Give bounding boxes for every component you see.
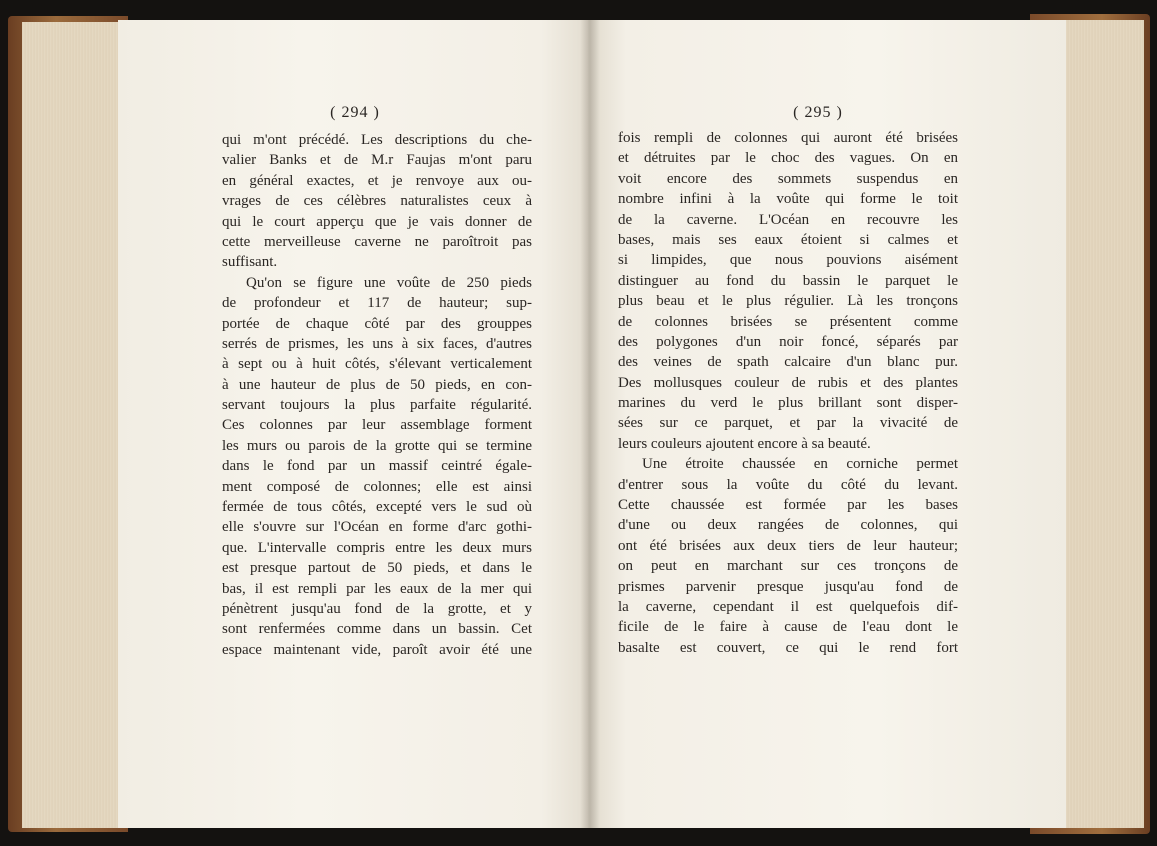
text-line: voit encore des sommets suspendus en [618, 170, 958, 187]
text-line: nombre infini à la voûte qui forme le toit [618, 191, 958, 208]
text-line: et détruites par le choc des vagues. On en [618, 150, 958, 167]
text-line: portée de chaque côté par des grouppes [222, 315, 532, 332]
left-page-text [222, 130, 532, 660]
text-line: de la caverne. L'Océan en recouvre les [618, 211, 958, 228]
text-line: Cette chaussée est formée par les bases [618, 497, 958, 514]
page-stack-left [22, 22, 122, 828]
text-line: ficile de le faire à cause de l'eau dont le [618, 619, 958, 636]
text-line: les murs ou parois de la grotte qui se termine [222, 437, 532, 454]
text-line: bases, mais ses eaux étoient si calmes et [618, 231, 958, 248]
text-line: ment composé de colonnes; elle est ainsi [222, 478, 532, 495]
text-line: à sept ou à huit côtés, s'élevant verticalement [222, 356, 532, 373]
text-line: fermée de tous côtés, excepté vers le sud où [222, 499, 532, 516]
text-line: Ces colonnes par leur assemblage forment [222, 417, 532, 434]
text-line: d'une ou deux rangées de colonnes, qui [618, 517, 958, 534]
text-line: Une étroite chaussée en corniche permet [642, 456, 958, 473]
text-line: en général exactes, et je renvoye aux ou- [222, 172, 532, 189]
text-line: pénètrent jusqu'au fond de la grotte, et y [222, 600, 532, 617]
text-line: des polygones d'un noir foncé, séparés par [618, 333, 958, 350]
text-line: Des mollusques couleur de rubis et des plantes [618, 374, 958, 391]
text-line: ont été brisées aux deux tiers de leur hauteur; [618, 537, 958, 554]
text-line: basalte est couvert, ce qui le rend fort [618, 639, 958, 656]
text-line: qui le court apperçu que je vais donner de [222, 213, 532, 230]
text-line: distinguer au fond du bassin le parquet le [618, 272, 958, 289]
left-page [118, 20, 588, 828]
text-line: à une hauteur de plus de 50 pieds, en con- [222, 376, 532, 393]
text-line: dans le fond par un massif ceintré égale- [222, 458, 532, 475]
text-line: prismes parvenir presque jusqu'au fond de [618, 578, 958, 595]
text-line: sées sur ce parquet, et par la vivacité de [618, 415, 958, 432]
text-line: serrés de prismes, les uns à six faces, d'autres [222, 335, 532, 352]
text-line: plus beau et le plus régulier. Là les tronçons [618, 293, 958, 310]
text-line: sont renfermées comme dans un bassin. Cet [222, 621, 532, 638]
text-line: de profondeur et 117 de hauteur; sup- [222, 295, 532, 312]
right-page [588, 20, 1066, 828]
text-line: elle s'ouvre sur l'Océan en forme d'arc gothi- [222, 519, 532, 536]
text-line: on peut en marchant sur ces tronçons de [618, 558, 958, 575]
text-line: fois rempli de colonnes qui auront été brisées [618, 130, 958, 146]
page-number-left: ( 294 ) [330, 104, 380, 121]
text-line: servant toujours la plus parfaite régularité. [222, 397, 532, 414]
text-line: suffisant. [222, 254, 278, 271]
page-stack-right [1062, 20, 1144, 828]
text-line: Qu'on se figure une voûte de 250 pieds [246, 274, 532, 291]
text-line: de colonnes brisées se présentent comme [618, 313, 958, 330]
text-line: des veines de spath calcaire d'un blanc pur. [618, 354, 958, 371]
text-line: bas, il est rempli par les eaux de la mer qui [222, 580, 532, 597]
book-gutter-shadow [580, 20, 600, 828]
text-line: valier Banks et de M.r Faujas m'ont paru [222, 152, 532, 169]
text-line: leurs couleurs ajoutent encore à sa beauté. [618, 435, 871, 452]
text-line: qui m'ont précédé. Les descriptions du che- [222, 132, 532, 148]
text-line: d'entrer sous la voûte du côté du levant. [618, 476, 958, 493]
text-line: marines du verd le plus brillant sont disper- [618, 395, 958, 412]
page-number-right: ( 295 ) [793, 104, 843, 121]
text-line: vrages de ces célèbres naturalistes ceux à [222, 193, 532, 210]
right-page-text [618, 128, 958, 658]
text-line: la caverne, cependant il est quelquefois dif- [618, 598, 958, 615]
text-line: que. L'intervalle compris entre les deux murs [222, 539, 532, 556]
text-line: est presque partout de 50 pieds, et dans le [222, 560, 532, 577]
text-line: espace maintenant vide, paroît avoir été une [222, 641, 532, 658]
text-line: cette merveilleuse caverne ne paroîtroit pas [222, 233, 532, 250]
text-line: si limpides, que nous pouvions aisément [618, 252, 958, 269]
